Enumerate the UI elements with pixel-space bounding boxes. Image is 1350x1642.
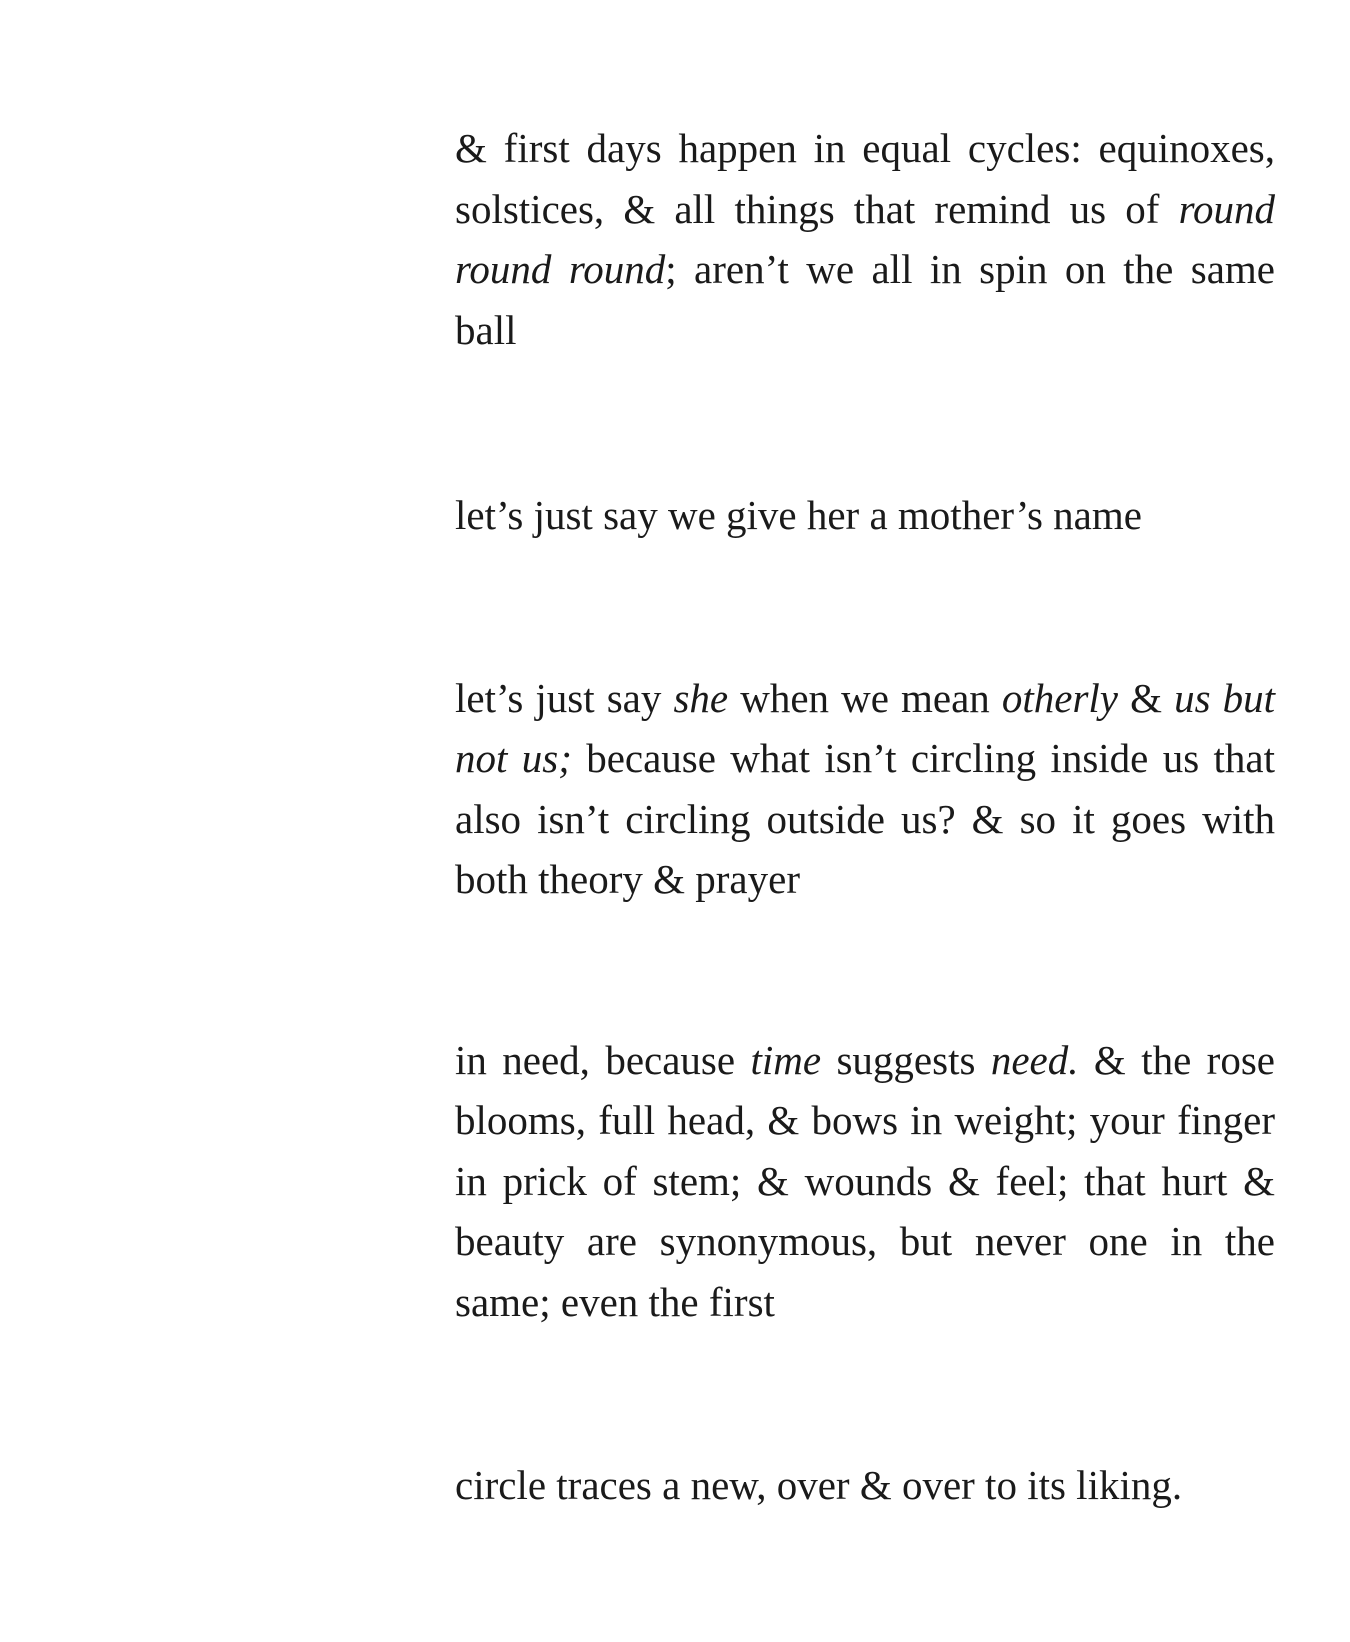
stanza-text: in need, because xyxy=(455,1036,751,1083)
stanza-text: & first days happen in equal cycles: equinoxes, solstices, & all things that remind us of xyxy=(455,125,1275,232)
stanza-4 xyxy=(455,1030,1275,1333)
stanza-italic-text: need. xyxy=(990,1036,1079,1083)
stanza-text: let’s just say we give her a mother’s name xyxy=(455,492,1142,538)
stanza-italic-text: otherly xyxy=(1001,674,1118,721)
poem-text xyxy=(455,118,1275,1516)
stanza-italic-text: us but not us; xyxy=(455,674,1275,781)
stanza-5 xyxy=(455,1455,1275,1516)
stanza-text: circle traces a new, over & over to its liking. xyxy=(455,1462,1183,1508)
stanza-text: & xyxy=(1118,674,1175,721)
stanza-italic-text: she xyxy=(673,674,729,721)
stanza-text: ; aren’t we all in spin on the same ball xyxy=(455,246,1275,353)
stanza-text: when we mean xyxy=(728,674,1002,721)
stanza-3 xyxy=(455,668,1275,910)
stanza-text: & the rose blooms, full head, & bows in weight; your finger in prick of stem; & wounds & feel; that hurt & beauty are synonymous, but never one in the same; even the first xyxy=(455,1036,1275,1325)
stanza-text: because what isn’t circling inside us that also isn’t circling outside us? & so it goes with both theory & prayer xyxy=(455,735,1275,902)
stanza-italic-text: round round round xyxy=(455,185,1275,292)
stanza-italic-text: time xyxy=(750,1036,822,1083)
stanza-2 xyxy=(455,485,1275,546)
stanza-text: suggests xyxy=(821,1036,991,1083)
stanza-1 xyxy=(455,118,1275,360)
stanza-text: let’s just say xyxy=(455,674,674,721)
